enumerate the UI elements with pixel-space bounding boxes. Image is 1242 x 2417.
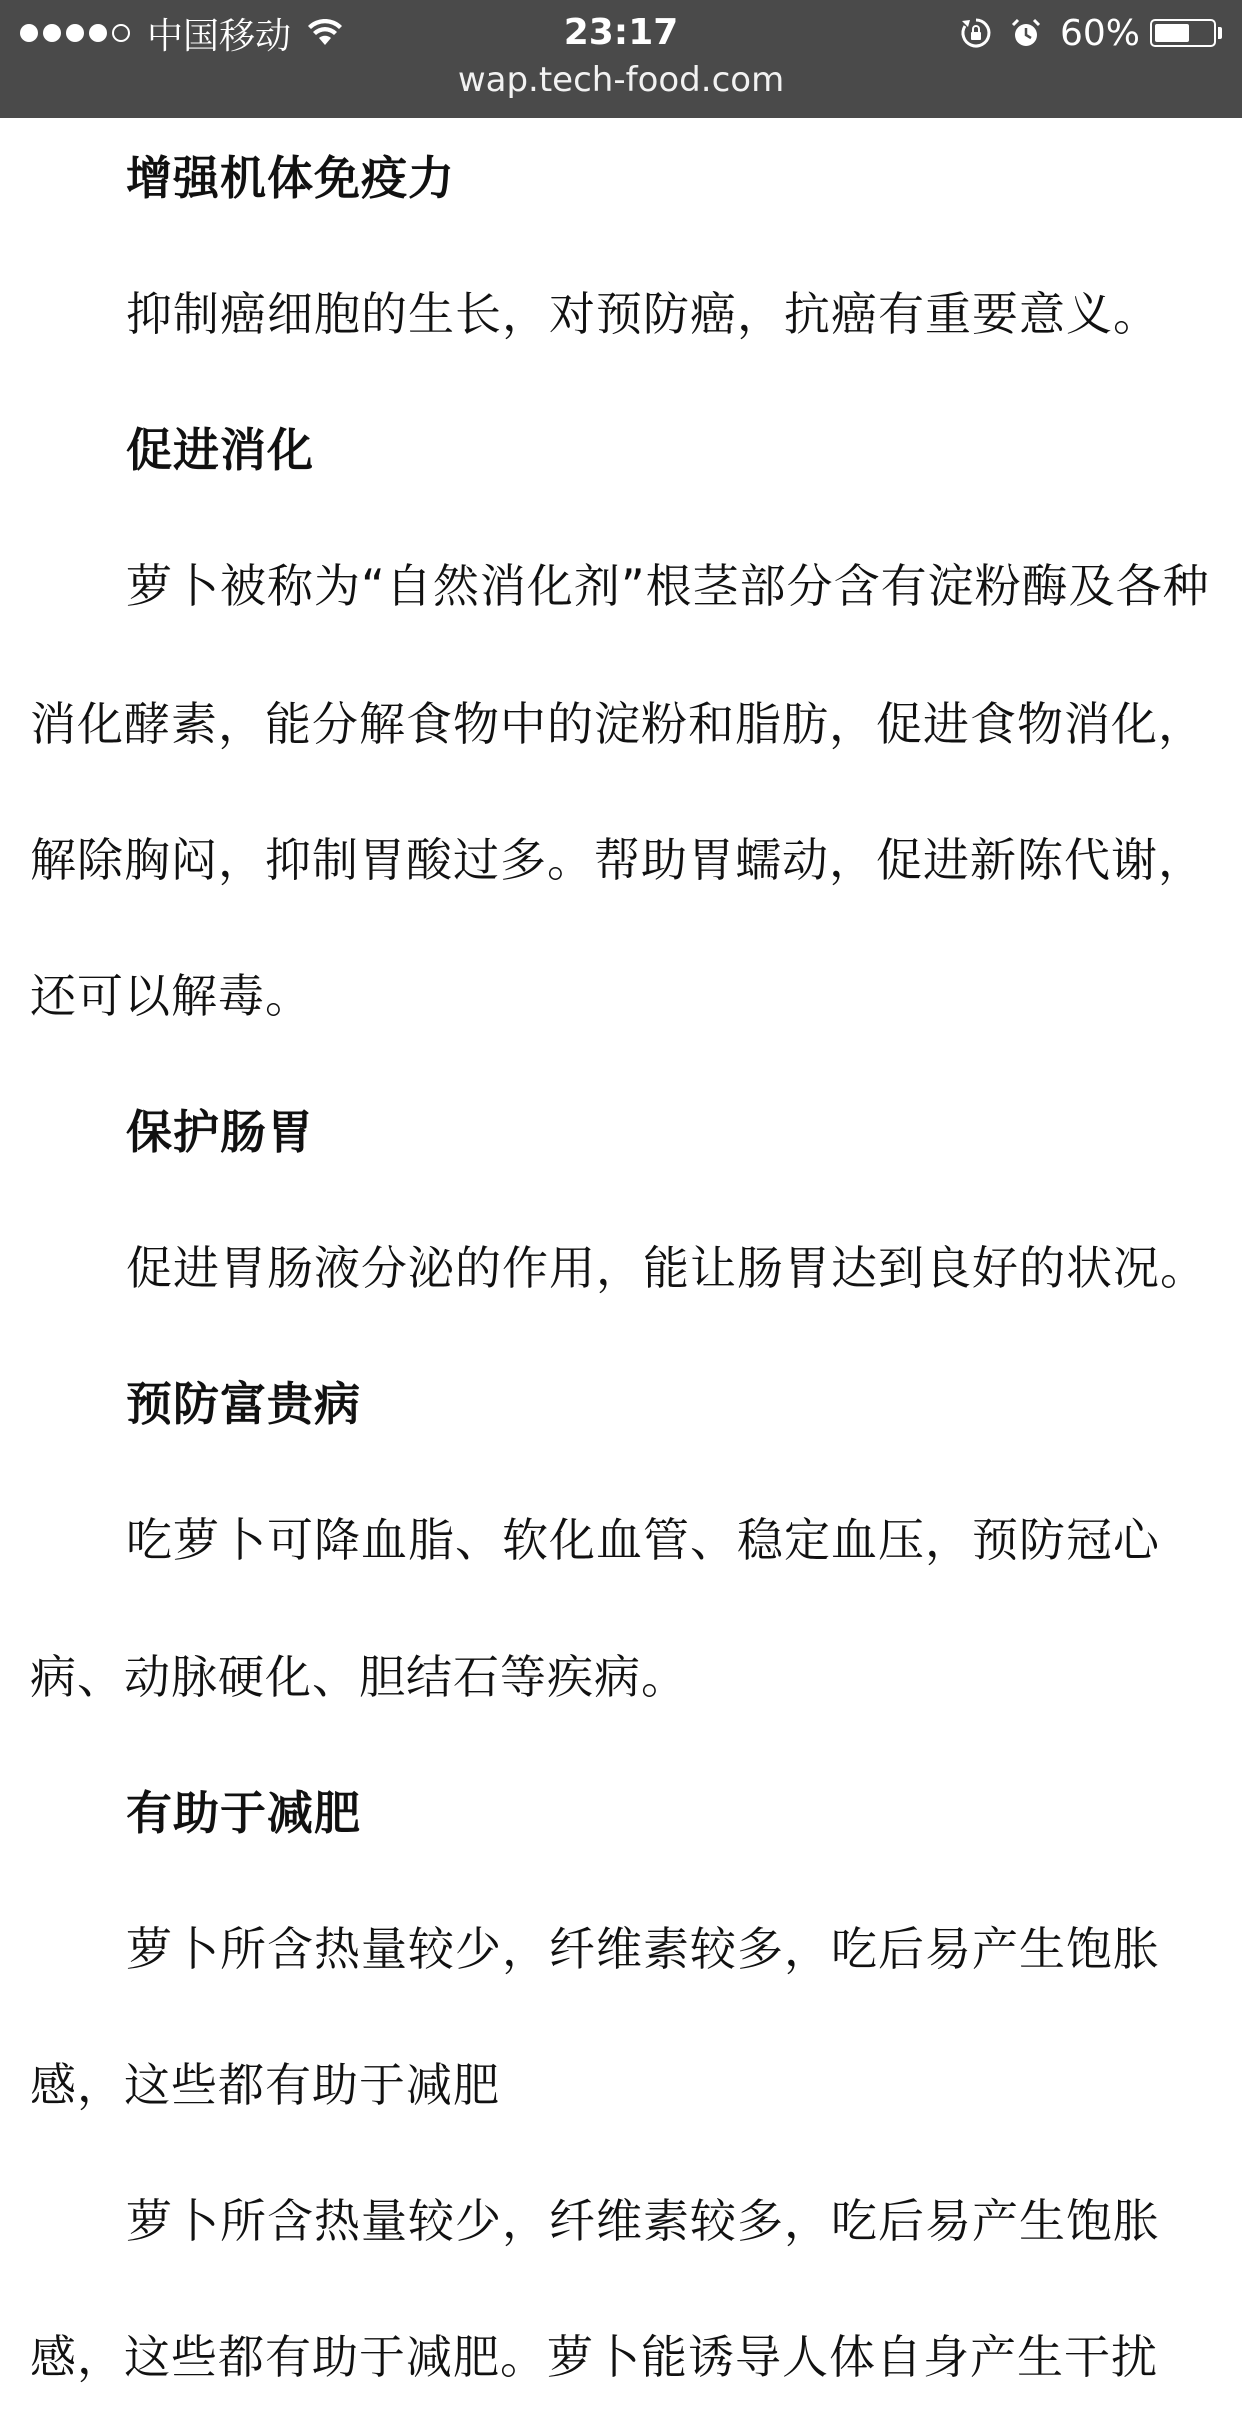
paragraph-line: 消化酵素，能分解食物中的淀粉和脂肪，促进食物消化，	[30, 697, 1205, 751]
paragraph-line: 萝卜被称为“自然消化剂”根茎部分含有淀粉酶及各种	[126, 559, 1210, 613]
battery-tip	[1218, 27, 1222, 39]
paragraph-line: 抑制癌细胞的生长，对预防癌，抗癌有重要意义。	[126, 287, 1160, 341]
status-bar	[0, 0, 1242, 118]
paragraph-line: 感，这些都有助于减肥。萝卜能诱导人体自身产生干扰	[30, 2330, 1158, 2384]
paragraph-line: 萝卜所含热量较少，纤维素较多，吃后易产生饱胀	[126, 1922, 1160, 1976]
battery-level	[1155, 24, 1189, 42]
paragraph-line: 吃萝卜可降血脂、软化血管、稳定血压，预防冠心	[126, 1513, 1160, 1567]
paragraph-line: 病、动脉硬化、胆结石等疾病。	[30, 1650, 688, 1704]
section-heading-immunity: 增强机体免疫力	[126, 151, 455, 205]
carrier-name: 中国移动	[147, 15, 292, 57]
paragraph-line: 还可以解毒。	[30, 969, 312, 1023]
section-heading-prevention: 预防富贵病	[126, 1377, 361, 1431]
status-right	[960, 8, 1222, 58]
battery-icon	[1150, 19, 1216, 47]
clock-time: 23:17	[563, 12, 679, 53]
rotation-lock-icon	[960, 17, 992, 49]
page-url[interactable]: wap.tech-food.com	[457, 60, 785, 100]
section-heading-stomach: 保护肠胃	[126, 1105, 314, 1159]
battery-percent: 60%	[1059, 12, 1140, 54]
paragraph-line: 促进胃肠液分泌的作用，能让肠胃达到良好的状况。	[126, 1241, 1207, 1295]
section-heading-weight-loss: 有助于减肥	[126, 1786, 361, 1840]
paragraph-line: 感，这些都有助于减肥	[30, 2058, 500, 2112]
paragraph-line: 解除胸闷，抑制胃酸过多。帮助胃蠕动，促进新陈代谢，	[30, 833, 1205, 887]
section-heading-digestion: 促进消化	[126, 423, 314, 477]
paragraph-line: 萝卜所含热量较少，纤维素较多，吃后易产生饱胀	[126, 2194, 1160, 2248]
alarm-icon	[1010, 17, 1042, 49]
status-row	[0, 8, 1242, 58]
